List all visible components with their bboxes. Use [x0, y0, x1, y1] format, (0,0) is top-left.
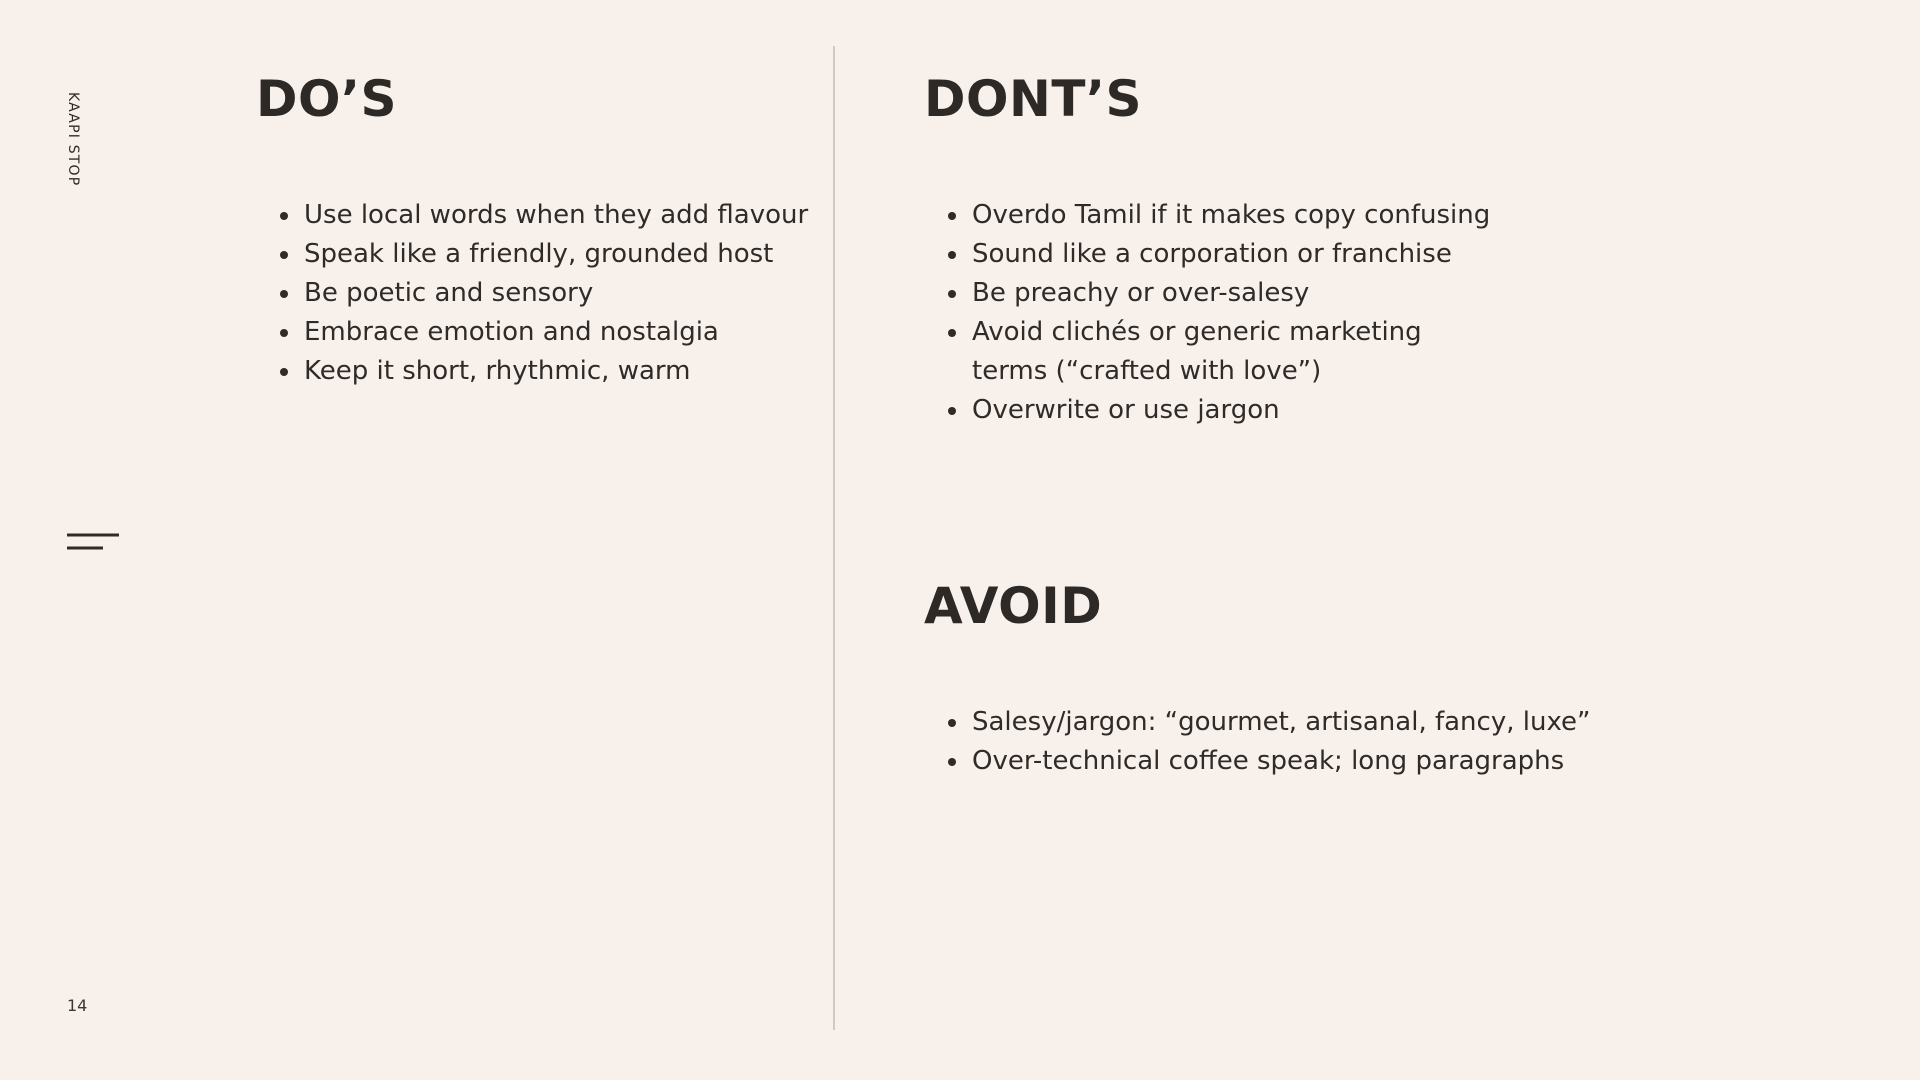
list-item: Overdo Tamil if it makes copy confusing: [924, 196, 1504, 235]
avoid-list: [924, 703, 1824, 781]
list-item: Sound like a corporation or franchise: [924, 235, 1504, 274]
list-item: Be preachy or over-salesy: [924, 274, 1504, 313]
list-item: Embrace emotion and nostalgia: [256, 313, 816, 352]
list-item: Avoid clichés or generic marketing terms (“crafted with love”): [924, 313, 1504, 391]
menu-lines-icon: [67, 532, 121, 552]
page-number: 14: [67, 996, 88, 1015]
list-item: Speak like a friendly, grounded host: [256, 235, 816, 274]
column-divider: [833, 46, 835, 1030]
list-item: Overwrite or use jargon: [924, 391, 1504, 430]
donts-list: [924, 196, 1504, 430]
dos-heading: DO’S: [256, 70, 398, 128]
dos-list: [256, 196, 816, 391]
list-item: Keep it short, rhythmic, warm: [256, 352, 816, 391]
list-item: Salesy/jargon: “gourmet, artisanal, fancy, luxe”: [924, 703, 1824, 742]
list-item: Use local words when they add flavour: [256, 196, 816, 235]
list-item: Be poetic and sensory: [256, 274, 816, 313]
avoid-heading: AVOID: [924, 577, 1103, 635]
brand-name: KAAPI STOP: [65, 92, 81, 187]
donts-heading: DONT’S: [924, 70, 1142, 128]
list-item: Over-technical coffee speak; long paragraphs: [924, 742, 1824, 781]
